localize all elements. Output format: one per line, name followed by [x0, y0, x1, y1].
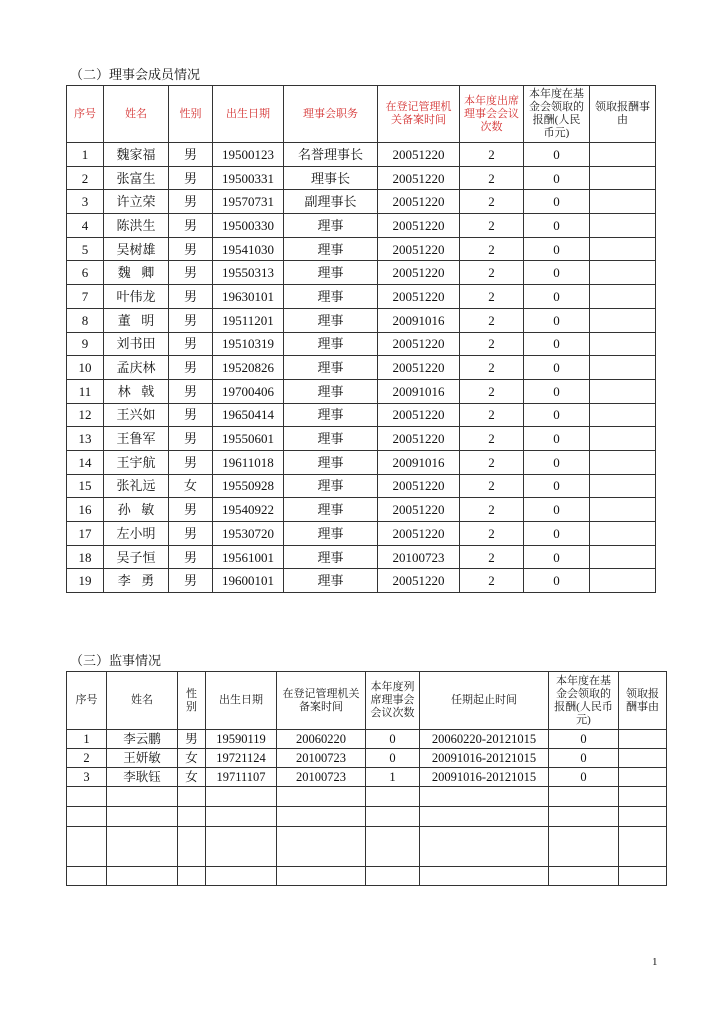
supervisor-filing-date: 20100723	[277, 768, 366, 787]
member-remuneration-reason	[590, 166, 656, 190]
member-gender: 男	[169, 379, 213, 403]
member-meeting-count: 2	[460, 356, 524, 380]
member-gender: 男	[169, 569, 213, 593]
member-name: 叶伟龙	[104, 285, 169, 309]
member-name: 张礼远	[104, 474, 169, 498]
member-birth-date: 19500123	[213, 143, 284, 167]
member-filing-date: 20091016	[378, 379, 460, 403]
member-no: 2	[67, 166, 104, 190]
header-remuneration-reason: 领取报酬事由	[590, 86, 656, 143]
member-name: 张富生	[104, 166, 169, 190]
member-filing-date: 20051220	[378, 427, 460, 451]
member-meeting-count: 2	[460, 190, 524, 214]
member-filing-date: 20051220	[378, 237, 460, 261]
member-meeting-count: 2	[460, 427, 524, 451]
member-remuneration: 0	[524, 143, 590, 167]
member-name: 魏 卿	[104, 261, 169, 285]
header-gender: 性别	[178, 672, 206, 730]
empty-cell	[178, 827, 206, 867]
member-name: 李 勇	[104, 569, 169, 593]
member-name: 陈洪生	[104, 214, 169, 238]
member-remuneration-reason	[590, 261, 656, 285]
empty-cell	[67, 787, 107, 807]
board-member-row	[67, 143, 656, 167]
member-birth-date: 19500331	[213, 166, 284, 190]
member-birth-date: 19550313	[213, 261, 284, 285]
member-meeting-count: 2	[460, 474, 524, 498]
member-gender: 男	[169, 427, 213, 451]
member-remuneration: 0	[524, 569, 590, 593]
member-birth-date: 19520826	[213, 356, 284, 380]
member-meeting-count: 2	[460, 498, 524, 522]
supervisor-term: 20091016-20121015	[420, 749, 549, 768]
empty-cell	[619, 807, 667, 827]
board-member-row	[67, 285, 656, 309]
member-name: 吴子恒	[104, 545, 169, 569]
member-name: 王鲁军	[104, 427, 169, 451]
member-no: 10	[67, 356, 104, 380]
header-no: 序号	[67, 672, 107, 730]
member-position: 理事	[284, 498, 378, 522]
supervisor-gender: 女	[178, 749, 206, 768]
member-remuneration: 0	[524, 190, 590, 214]
member-name: 魏家福	[104, 143, 169, 167]
empty-cell	[178, 787, 206, 807]
board-section-title: （二）理事会成员情况	[70, 67, 201, 82]
member-filing-date: 20051220	[378, 214, 460, 238]
empty-cell	[206, 787, 277, 807]
board-member-row	[67, 498, 656, 522]
member-meeting-count: 2	[460, 237, 524, 261]
member-remuneration-reason	[590, 498, 656, 522]
member-remuneration-reason	[590, 403, 656, 427]
supervisor-remuneration-reason	[619, 749, 667, 768]
member-no: 9	[67, 332, 104, 356]
board-member-row	[67, 190, 656, 214]
header-no: 序号	[67, 86, 104, 143]
member-name: 林 戟	[104, 379, 169, 403]
board-member-row	[67, 545, 656, 569]
member-gender: 男	[169, 522, 213, 546]
board-member-row	[67, 214, 656, 238]
member-birth-date: 19511201	[213, 308, 284, 332]
member-filing-date: 20051220	[378, 474, 460, 498]
member-filing-date: 20051220	[378, 190, 460, 214]
member-remuneration: 0	[524, 427, 590, 451]
member-no: 17	[67, 522, 104, 546]
member-remuneration-reason	[590, 356, 656, 380]
member-remuneration: 0	[524, 285, 590, 309]
member-gender: 男	[169, 190, 213, 214]
supervisor-filing-date: 20100723	[277, 749, 366, 768]
member-birth-date: 19550601	[213, 427, 284, 451]
empty-cell	[107, 807, 178, 827]
member-birth-date: 19561001	[213, 545, 284, 569]
member-position: 理事	[284, 450, 378, 474]
header-position: 理事会职务	[284, 86, 378, 143]
board-member-row	[67, 261, 656, 285]
member-name: 王兴如	[104, 403, 169, 427]
supervisor-header-row	[67, 672, 667, 730]
board-member-row	[67, 403, 656, 427]
member-name: 刘书田	[104, 332, 169, 356]
member-meeting-count: 2	[460, 450, 524, 474]
supervisor-section-title: （三）监事情况	[70, 653, 162, 668]
member-name: 吴树雄	[104, 237, 169, 261]
member-birth-date: 19530720	[213, 522, 284, 546]
member-no: 3	[67, 190, 104, 214]
member-birth-date: 19650414	[213, 403, 284, 427]
supervisor-remuneration: 0	[549, 730, 619, 749]
member-gender: 男	[169, 214, 213, 238]
member-remuneration-reason	[590, 332, 656, 356]
board-members-table	[66, 85, 656, 593]
member-no: 8	[67, 308, 104, 332]
member-filing-date: 20100723	[378, 545, 460, 569]
empty-cell	[366, 787, 420, 807]
empty-cell	[420, 867, 549, 886]
member-no: 6	[67, 261, 104, 285]
empty-cell	[549, 867, 619, 886]
member-meeting-count: 2	[460, 143, 524, 167]
member-meeting-count: 2	[460, 332, 524, 356]
member-position: 理事	[284, 427, 378, 451]
member-position: 理事	[284, 569, 378, 593]
board-member-row	[67, 450, 656, 474]
member-filing-date: 20051220	[378, 166, 460, 190]
member-name: 孟庆林	[104, 356, 169, 380]
board-member-row	[67, 569, 656, 593]
member-position: 理事	[284, 545, 378, 569]
member-position: 理事	[284, 332, 378, 356]
member-remuneration-reason	[590, 237, 656, 261]
supervisors-body	[67, 730, 667, 886]
member-gender: 男	[169, 332, 213, 356]
member-position: 理事	[284, 214, 378, 238]
header-filing-date: 在登记管理机关备案时间	[378, 86, 460, 143]
empty-cell	[549, 827, 619, 867]
empty-cell	[619, 867, 667, 886]
member-birth-date: 19500330	[213, 214, 284, 238]
empty-cell	[420, 807, 549, 827]
header-name: 姓名	[107, 672, 178, 730]
supervisors-table	[66, 671, 667, 886]
member-gender: 男	[169, 498, 213, 522]
member-remuneration: 0	[524, 450, 590, 474]
supervisor-meeting-count: 1	[366, 768, 420, 787]
supervisor-row	[67, 768, 667, 787]
member-position: 理事	[284, 403, 378, 427]
member-remuneration-reason	[590, 190, 656, 214]
member-birth-date: 19570731	[213, 190, 284, 214]
member-remuneration: 0	[524, 166, 590, 190]
member-birth-date: 19540922	[213, 498, 284, 522]
member-birth-date: 19700406	[213, 379, 284, 403]
member-name: 董 明	[104, 308, 169, 332]
page-number: 1	[652, 956, 658, 968]
member-position: 名誉理事长	[284, 143, 378, 167]
member-meeting-count: 2	[460, 545, 524, 569]
header-birth-date: 出生日期	[213, 86, 284, 143]
supervisor-meeting-count: 0	[366, 749, 420, 768]
board-member-row	[67, 522, 656, 546]
board-member-row	[67, 308, 656, 332]
empty-cell	[178, 807, 206, 827]
supervisor-no: 1	[67, 730, 107, 749]
empty-cell	[277, 867, 366, 886]
member-no: 12	[67, 403, 104, 427]
member-no: 15	[67, 474, 104, 498]
member-name: 王宇航	[104, 450, 169, 474]
member-remuneration: 0	[524, 379, 590, 403]
member-filing-date: 20051220	[378, 403, 460, 427]
header-gender: 性别	[169, 86, 213, 143]
empty-cell	[619, 787, 667, 807]
header-meeting-count: 本年度出席理事会会议次数	[460, 86, 524, 143]
member-position: 理事	[284, 474, 378, 498]
board-member-row	[67, 379, 656, 403]
supervisor-remuneration-reason	[619, 768, 667, 787]
member-meeting-count: 2	[460, 403, 524, 427]
supervisor-no: 3	[67, 768, 107, 787]
member-remuneration: 0	[524, 214, 590, 238]
member-gender: 男	[169, 143, 213, 167]
board-member-row	[67, 166, 656, 190]
member-remuneration: 0	[524, 545, 590, 569]
board-member-row	[67, 237, 656, 261]
member-position: 理事	[284, 261, 378, 285]
supervisor-name: 李耿钰	[107, 768, 178, 787]
member-no: 13	[67, 427, 104, 451]
member-gender: 男	[169, 237, 213, 261]
member-filing-date: 20051220	[378, 143, 460, 167]
empty-cell	[366, 827, 420, 867]
member-meeting-count: 2	[460, 166, 524, 190]
member-remuneration: 0	[524, 332, 590, 356]
member-gender: 男	[169, 545, 213, 569]
member-no: 1	[67, 143, 104, 167]
header-remuneration: 本年度在基金会领取的报酬(人民币元)	[524, 86, 590, 143]
empty-cell	[420, 827, 549, 867]
empty-cell	[107, 867, 178, 886]
header-remuneration-reason: 领取报酬事由	[619, 672, 667, 730]
member-remuneration-reason	[590, 545, 656, 569]
member-name: 左小明	[104, 522, 169, 546]
member-name: 许立荣	[104, 190, 169, 214]
empty-row	[67, 807, 667, 827]
member-remuneration: 0	[524, 474, 590, 498]
member-remuneration: 0	[524, 403, 590, 427]
member-meeting-count: 2	[460, 285, 524, 309]
supervisor-term: 20091016-20121015	[420, 768, 549, 787]
member-position: 理事	[284, 379, 378, 403]
member-filing-date: 20091016	[378, 308, 460, 332]
supervisor-birth-date: 19590119	[206, 730, 277, 749]
empty-cell	[107, 827, 178, 867]
supervisor-meeting-count: 0	[366, 730, 420, 749]
empty-cell	[206, 867, 277, 886]
member-remuneration: 0	[524, 237, 590, 261]
member-gender: 男	[169, 285, 213, 309]
member-gender: 男	[169, 356, 213, 380]
empty-cell	[107, 787, 178, 807]
member-birth-date: 19550928	[213, 474, 284, 498]
board-member-row	[67, 427, 656, 451]
member-position: 理事长	[284, 166, 378, 190]
empty-cell	[67, 867, 107, 886]
header-meeting-count: 本年度列席理事会会议次数	[366, 672, 420, 730]
empty-cell	[178, 867, 206, 886]
supervisor-birth-date: 19711107	[206, 768, 277, 787]
member-position: 副理事长	[284, 190, 378, 214]
empty-row	[67, 787, 667, 807]
member-birth-date: 19600101	[213, 569, 284, 593]
member-birth-date: 19630101	[213, 285, 284, 309]
board-member-row	[67, 356, 656, 380]
member-meeting-count: 2	[460, 308, 524, 332]
member-no: 16	[67, 498, 104, 522]
member-no: 5	[67, 237, 104, 261]
board-header-row	[67, 86, 656, 143]
member-remuneration-reason	[590, 569, 656, 593]
member-remuneration-reason	[590, 474, 656, 498]
member-remuneration-reason	[590, 285, 656, 309]
member-position: 理事	[284, 356, 378, 380]
member-meeting-count: 2	[460, 214, 524, 238]
supervisor-name: 王妍敏	[107, 749, 178, 768]
member-no: 19	[67, 569, 104, 593]
empty-cell	[366, 867, 420, 886]
member-gender: 女	[169, 474, 213, 498]
empty-cell	[67, 827, 107, 867]
empty-cell	[277, 787, 366, 807]
member-birth-date: 19611018	[213, 450, 284, 474]
member-filing-date: 20091016	[378, 450, 460, 474]
empty-cell	[420, 787, 549, 807]
member-remuneration: 0	[524, 356, 590, 380]
empty-cell	[366, 807, 420, 827]
member-remuneration-reason	[590, 450, 656, 474]
member-position: 理事	[284, 237, 378, 261]
supervisor-row	[67, 730, 667, 749]
member-remuneration-reason	[590, 379, 656, 403]
empty-cell	[549, 787, 619, 807]
board-member-row	[67, 332, 656, 356]
empty-cell	[549, 807, 619, 827]
member-name: 孙 敏	[104, 498, 169, 522]
member-meeting-count: 2	[460, 261, 524, 285]
member-remuneration: 0	[524, 261, 590, 285]
header-filing-date: 在登记管理机关备案时间	[277, 672, 366, 730]
member-remuneration-reason	[590, 214, 656, 238]
member-filing-date: 20051220	[378, 285, 460, 309]
empty-row	[67, 827, 667, 867]
member-filing-date: 20051220	[378, 522, 460, 546]
member-meeting-count: 2	[460, 569, 524, 593]
member-no: 18	[67, 545, 104, 569]
header-term: 任期起止时间	[420, 672, 549, 730]
supervisor-no: 2	[67, 749, 107, 768]
board-member-row	[67, 474, 656, 498]
supervisor-remuneration: 0	[549, 768, 619, 787]
supervisor-birth-date: 19721124	[206, 749, 277, 768]
member-position: 理事	[284, 308, 378, 332]
empty-cell	[67, 807, 107, 827]
supervisor-gender: 女	[178, 768, 206, 787]
member-gender: 男	[169, 403, 213, 427]
header-remuneration: 本年度在基金会领取的报酬(人民币元)	[549, 672, 619, 730]
member-birth-date: 19510319	[213, 332, 284, 356]
member-remuneration: 0	[524, 308, 590, 332]
member-meeting-count: 2	[460, 379, 524, 403]
member-filing-date: 20051220	[378, 356, 460, 380]
member-no: 4	[67, 214, 104, 238]
member-remuneration-reason	[590, 522, 656, 546]
member-remuneration: 0	[524, 498, 590, 522]
empty-row	[67, 867, 667, 886]
member-gender: 男	[169, 261, 213, 285]
board-members-body	[67, 143, 656, 593]
member-birth-date: 19541030	[213, 237, 284, 261]
member-position: 理事	[284, 285, 378, 309]
empty-cell	[206, 807, 277, 827]
member-filing-date: 20051220	[378, 332, 460, 356]
member-filing-date: 20051220	[378, 498, 460, 522]
empty-cell	[277, 827, 366, 867]
member-no: 7	[67, 285, 104, 309]
member-gender: 男	[169, 166, 213, 190]
empty-cell	[206, 827, 277, 867]
supervisor-remuneration-reason	[619, 730, 667, 749]
member-remuneration: 0	[524, 522, 590, 546]
empty-cell	[619, 827, 667, 867]
member-no: 11	[67, 379, 104, 403]
member-gender: 男	[169, 450, 213, 474]
member-remuneration-reason	[590, 143, 656, 167]
member-filing-date: 20051220	[378, 261, 460, 285]
supervisor-gender: 男	[178, 730, 206, 749]
member-remuneration-reason	[590, 308, 656, 332]
header-name: 姓名	[104, 86, 169, 143]
member-remuneration-reason	[590, 427, 656, 451]
supervisor-name: 李云鹏	[107, 730, 178, 749]
member-position: 理事	[284, 522, 378, 546]
member-gender: 男	[169, 308, 213, 332]
supervisor-term: 20060220-20121015	[420, 730, 549, 749]
header-birth-date: 出生日期	[206, 672, 277, 730]
member-filing-date: 20051220	[378, 569, 460, 593]
supervisor-row	[67, 749, 667, 768]
supervisor-filing-date: 20060220	[277, 730, 366, 749]
member-meeting-count: 2	[460, 522, 524, 546]
member-no: 14	[67, 450, 104, 474]
supervisor-remuneration: 0	[549, 749, 619, 768]
empty-cell	[277, 807, 366, 827]
